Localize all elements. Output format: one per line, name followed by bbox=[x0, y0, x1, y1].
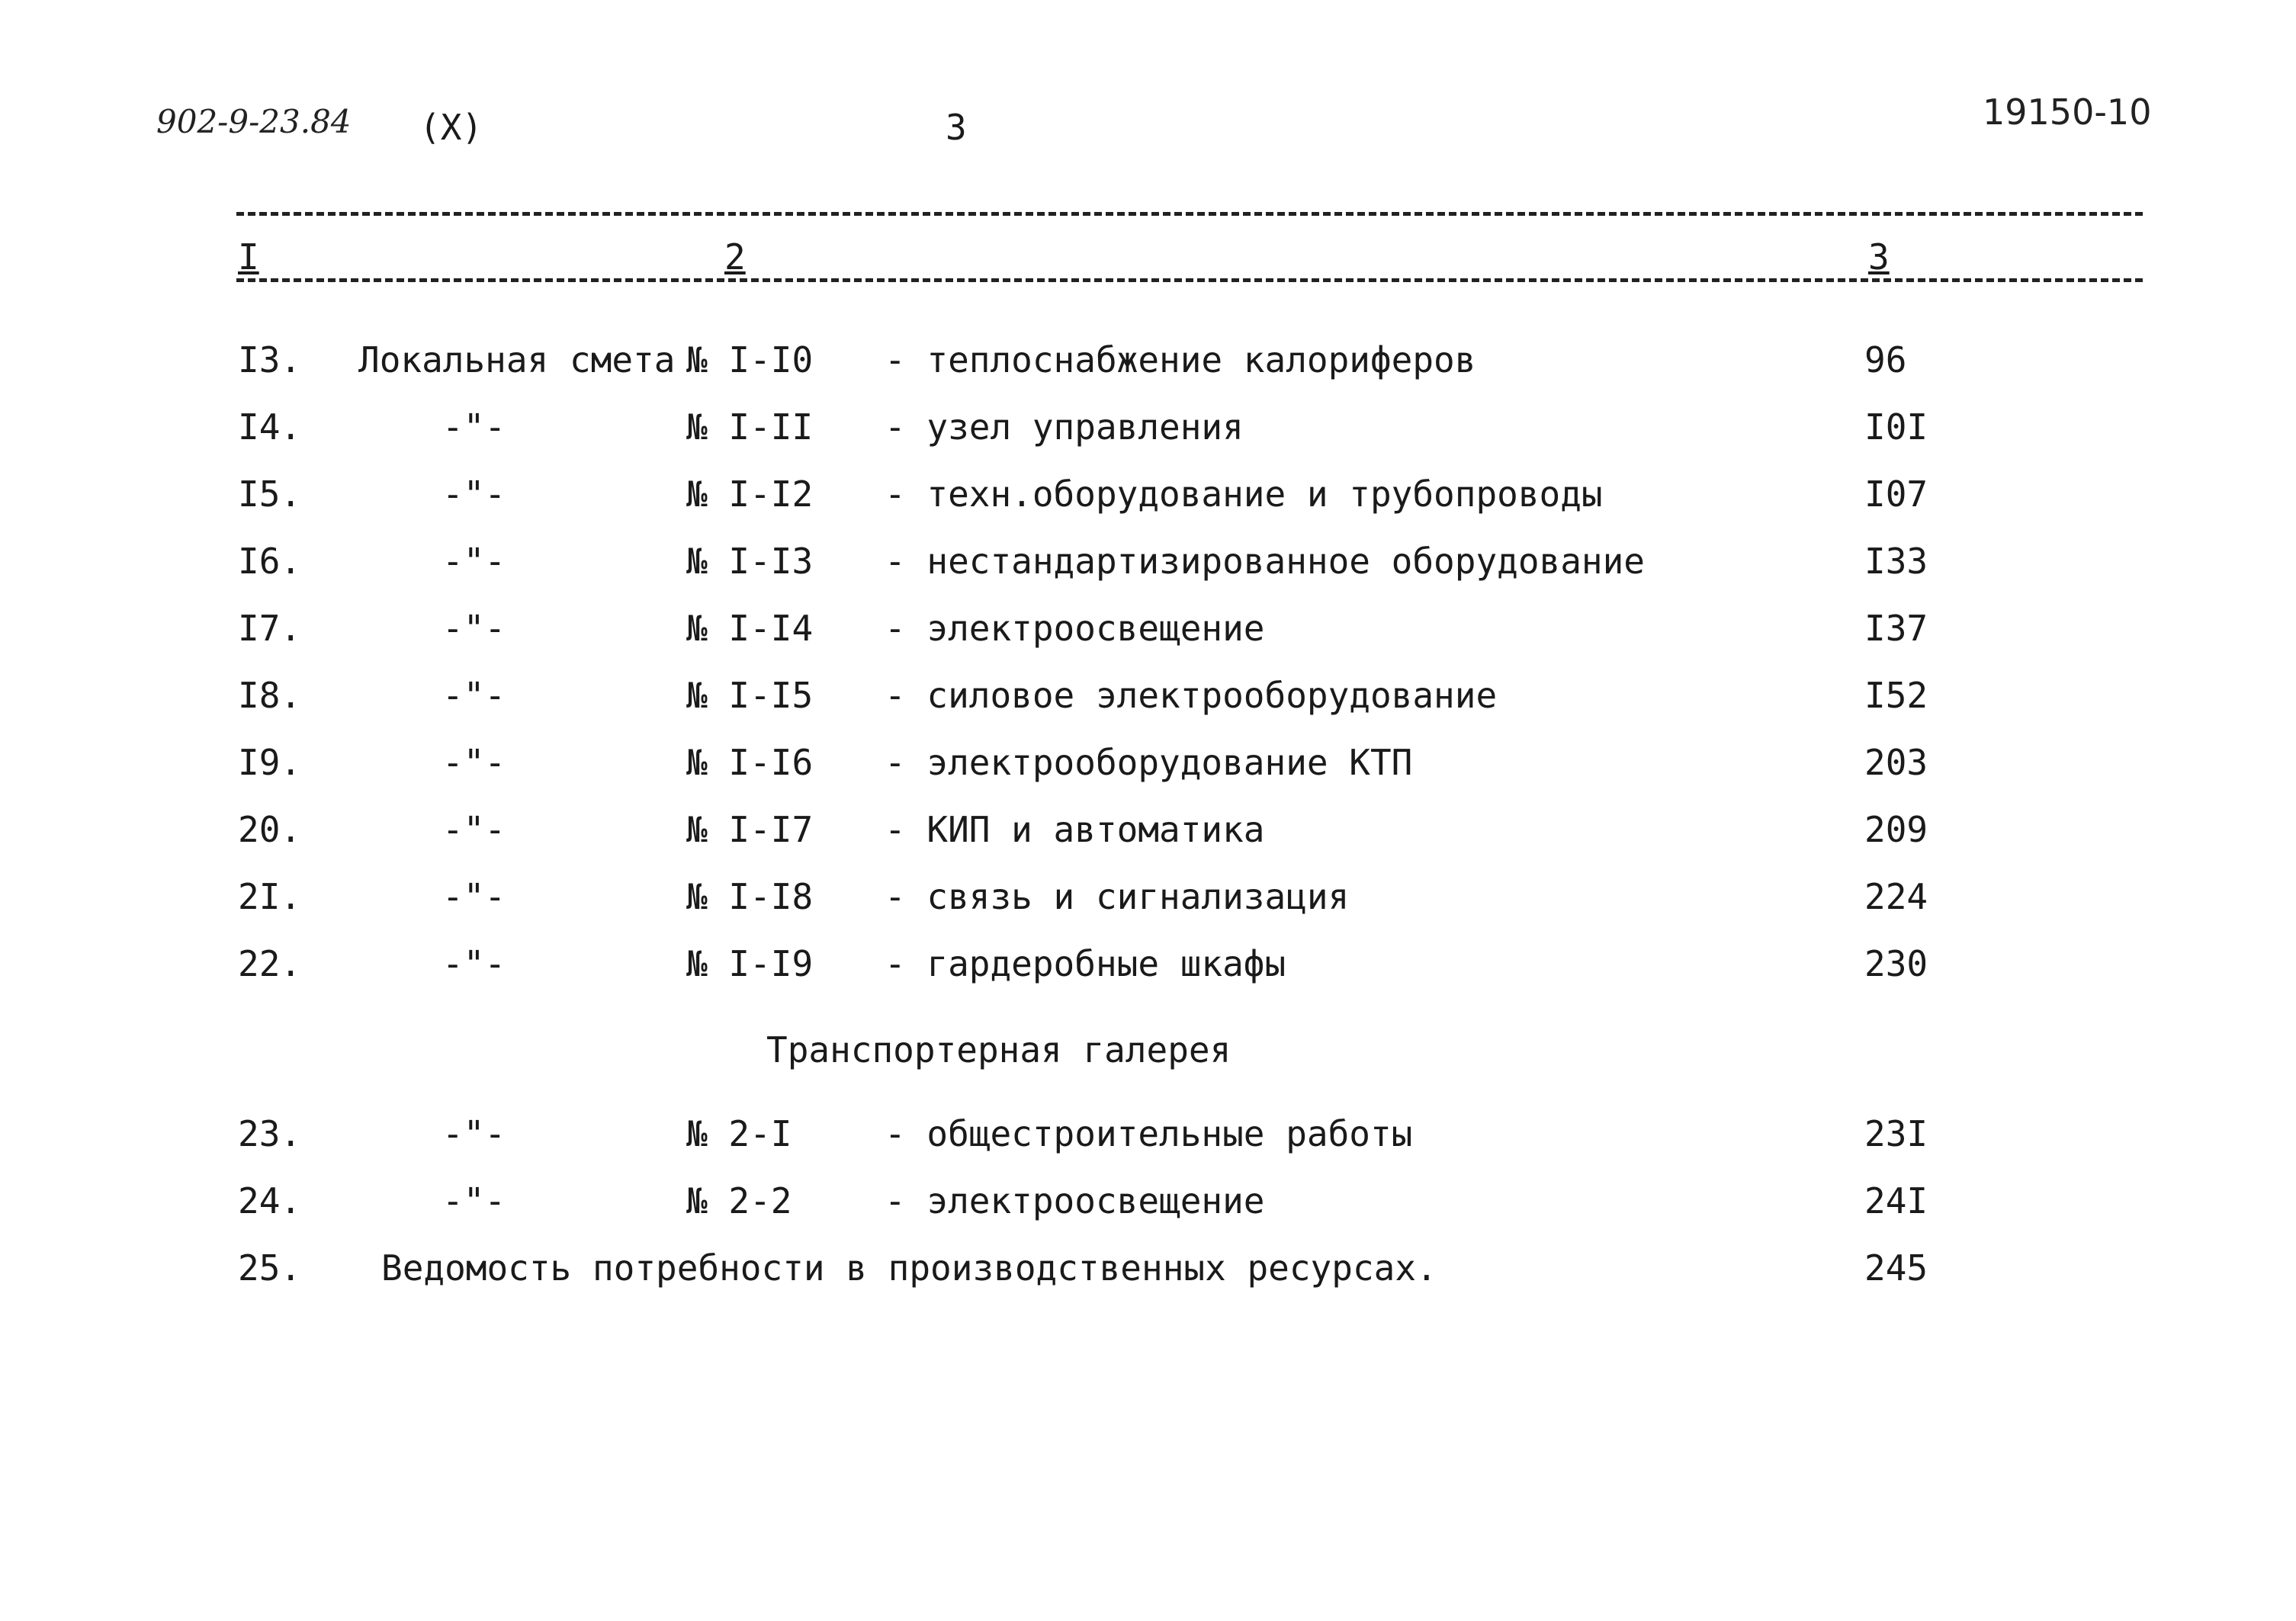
row-name: -"- bbox=[442, 541, 506, 582]
handwritten-doc-code: 902-9-23.84 bbox=[156, 103, 352, 140]
row-number: 2I. bbox=[238, 876, 302, 917]
row-number: 23. bbox=[238, 1113, 302, 1154]
row-description: - электроосвещение bbox=[885, 1180, 1265, 1221]
divider-top bbox=[236, 212, 2143, 216]
row-description: - техн.оборудование и трубопроводы bbox=[885, 473, 1603, 515]
row-number: 24. bbox=[238, 1180, 302, 1221]
row-description: - теплоснабжение калориферов bbox=[885, 339, 1476, 380]
table-row bbox=[0, 876, 2296, 937]
row-name: Локальная смета bbox=[358, 339, 676, 380]
row-description: - силовое электрооборудование bbox=[885, 675, 1498, 716]
row-name: -"- bbox=[442, 608, 506, 649]
row-name: -"- bbox=[442, 406, 506, 448]
row-number: 22. bbox=[238, 943, 302, 984]
row-page: 209 bbox=[1864, 809, 1928, 850]
row-code: № I-I9 bbox=[686, 943, 814, 984]
row-number: I9. bbox=[238, 742, 302, 783]
row-page: 23I bbox=[1864, 1113, 1928, 1154]
row-page: I07 bbox=[1864, 473, 1928, 515]
table-row bbox=[0, 406, 2296, 467]
row-page: 230 bbox=[1864, 943, 1928, 984]
row-code: № I-I3 bbox=[686, 541, 814, 582]
page-number: 3 bbox=[946, 107, 967, 148]
row-number: I4. bbox=[238, 406, 302, 448]
row-name: -"- bbox=[442, 876, 506, 917]
column-header-1: I bbox=[238, 236, 259, 278]
row-number: I6. bbox=[238, 541, 302, 582]
row-description: - электрооборудование КТП bbox=[885, 742, 1413, 783]
table-row bbox=[0, 541, 2296, 602]
table-row bbox=[0, 473, 2296, 534]
row-page: 224 bbox=[1864, 876, 1928, 917]
row-description: - связь и сигнализация bbox=[885, 876, 1350, 917]
column-header-3: 3 bbox=[1868, 236, 1890, 278]
row-page: I37 bbox=[1864, 608, 1928, 649]
row-code: № I-I8 bbox=[686, 876, 814, 917]
row-name: -"- bbox=[442, 1113, 506, 1154]
row-code: № I-I2 bbox=[686, 473, 814, 515]
row-description: - КИП и автоматика bbox=[885, 809, 1265, 850]
row-code: № I-II bbox=[686, 406, 814, 448]
row-code: № I-I7 bbox=[686, 809, 814, 850]
row-name: -"- bbox=[442, 675, 506, 716]
row-page: I0I bbox=[1864, 406, 1928, 448]
row-description: - нестандартизированное оборудование bbox=[885, 541, 1645, 582]
row-code: № 2-2 bbox=[686, 1180, 792, 1221]
row-number: I3. bbox=[238, 339, 302, 380]
table-row bbox=[0, 809, 2296, 870]
divider-header bbox=[236, 278, 2143, 282]
row-description: - общестроительные работы bbox=[885, 1113, 1413, 1154]
row-code: № I-I5 bbox=[686, 675, 814, 716]
table-row bbox=[0, 1180, 2296, 1241]
table-row-final bbox=[0, 1247, 2296, 1308]
row-name: -"- bbox=[442, 809, 506, 850]
section-title: Транспортерная галерея bbox=[766, 1029, 1231, 1071]
table-row bbox=[0, 742, 2296, 803]
table-row bbox=[0, 943, 2296, 1004]
row-name: -"- bbox=[442, 473, 506, 515]
row-name: -"- bbox=[442, 943, 506, 984]
row-code: № I-I6 bbox=[686, 742, 814, 783]
table-row bbox=[0, 608, 2296, 669]
handwritten-archive-number: 19150-10 bbox=[1983, 91, 2152, 133]
row-number: I8. bbox=[238, 675, 302, 716]
row-number: I7. bbox=[238, 608, 302, 649]
row-page: I52 bbox=[1864, 675, 1928, 716]
column-header-2: 2 bbox=[724, 236, 746, 278]
row-page: 203 bbox=[1864, 742, 1928, 783]
row-page: 24I bbox=[1864, 1180, 1928, 1221]
row-number: 25. bbox=[238, 1247, 302, 1289]
row-description: - электроосвещение bbox=[885, 608, 1265, 649]
row-name: -"- bbox=[442, 1180, 506, 1221]
table-row bbox=[0, 675, 2296, 736]
row-description: - гардеробные шкафы bbox=[885, 943, 1286, 984]
row-code: № I-I4 bbox=[686, 608, 814, 649]
row-code: № I-I0 bbox=[686, 339, 814, 380]
row-number: 20. bbox=[238, 809, 302, 850]
row-page: I33 bbox=[1864, 541, 1928, 582]
row-page: 96 bbox=[1864, 339, 1907, 380]
doc-mark: (X) bbox=[419, 107, 483, 148]
row-description: - узел управления bbox=[885, 406, 1244, 448]
row-name: -"- bbox=[442, 742, 506, 783]
row-description: Ведомость потребности в производственных ресурсах. bbox=[381, 1247, 1437, 1289]
row-code: № 2-I bbox=[686, 1113, 792, 1154]
table-row bbox=[0, 1113, 2296, 1174]
row-page: 245 bbox=[1864, 1247, 1928, 1289]
row-number: I5. bbox=[238, 473, 302, 515]
table-row bbox=[0, 339, 2296, 400]
